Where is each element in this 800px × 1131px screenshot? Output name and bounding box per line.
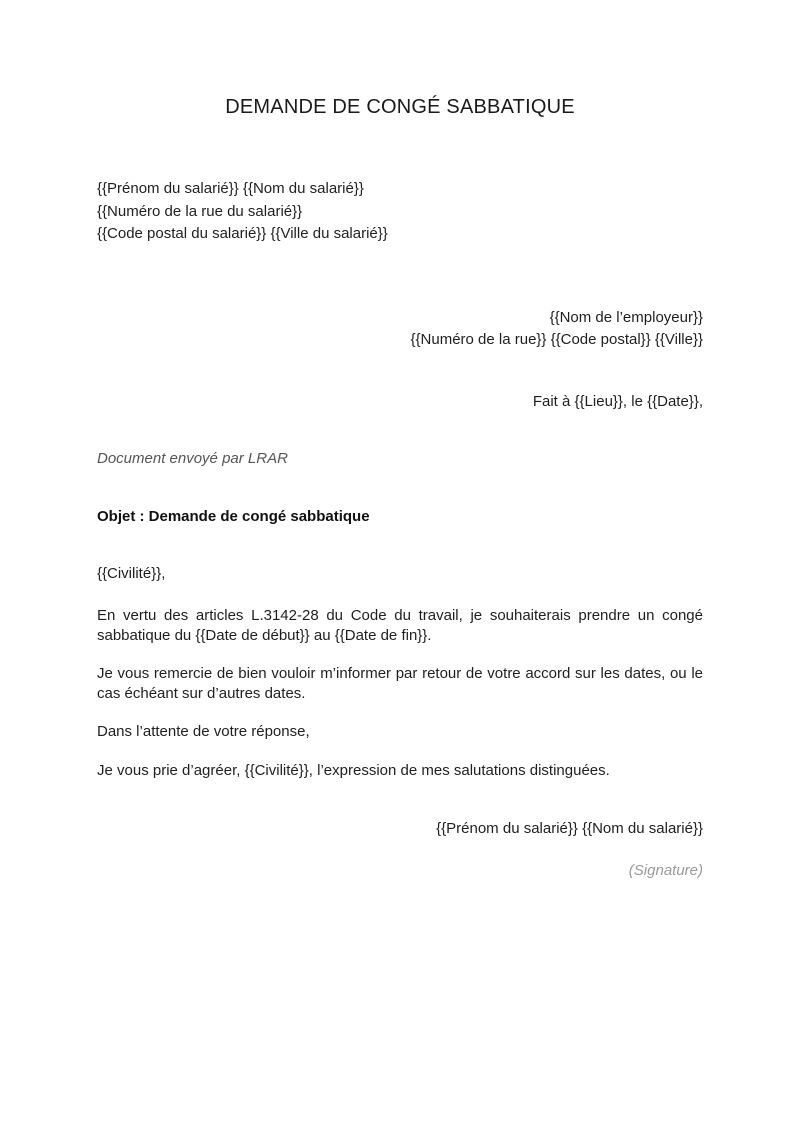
document-title: DEMANDE DE CONGÉ SABBATIQUE [225, 96, 575, 118]
subject-line: Objet : Demande de congé sabbatique [97, 508, 370, 525]
sender-street: {{Numéro de la rue du salarié}} [97, 203, 303, 220]
body-paragraph-2: Je vous remercie de bien vouloir m’informer par retour de votre accord sur les dates, ou le cas échéant sur d’autres dates. [97, 665, 703, 702]
body-paragraph-1: En vertu des articles L.3142-28 du Code du travail, je souhaiterais prendre un congé sabbatique du {{Date de début}} au {{Date de fin}}. [97, 607, 703, 644]
recipient-name: {{Nom de l’employeur}} [549, 309, 703, 326]
body-paragraph-3: Dans l’attente de votre réponse, [97, 723, 310, 740]
salutation: {{Civilité}}, [97, 565, 166, 582]
place-date: Fait à {{Lieu}}, le {{Date}}, [532, 393, 703, 410]
sender-city: {{Code postal du salarié}} {{Ville du salarié}} [97, 225, 388, 242]
signature-name: {{Prénom du salarié}} {{Nom du salarié}} [436, 820, 703, 837]
sender-name: {{Prénom du salarié}} {{Nom du salarié}} [97, 180, 364, 197]
body-paragraph-4: Je vous prie d’agréer, {{Civilité}}, l’expression de mes salutations distinguées. [97, 762, 610, 779]
signature-placeholder: (Signature) [628, 862, 703, 879]
recipient-address: {{Numéro de la rue}} {{Code postal}} {{Ville}} [410, 331, 703, 348]
delivery-note: Document envoyé par LRAR [97, 450, 288, 467]
